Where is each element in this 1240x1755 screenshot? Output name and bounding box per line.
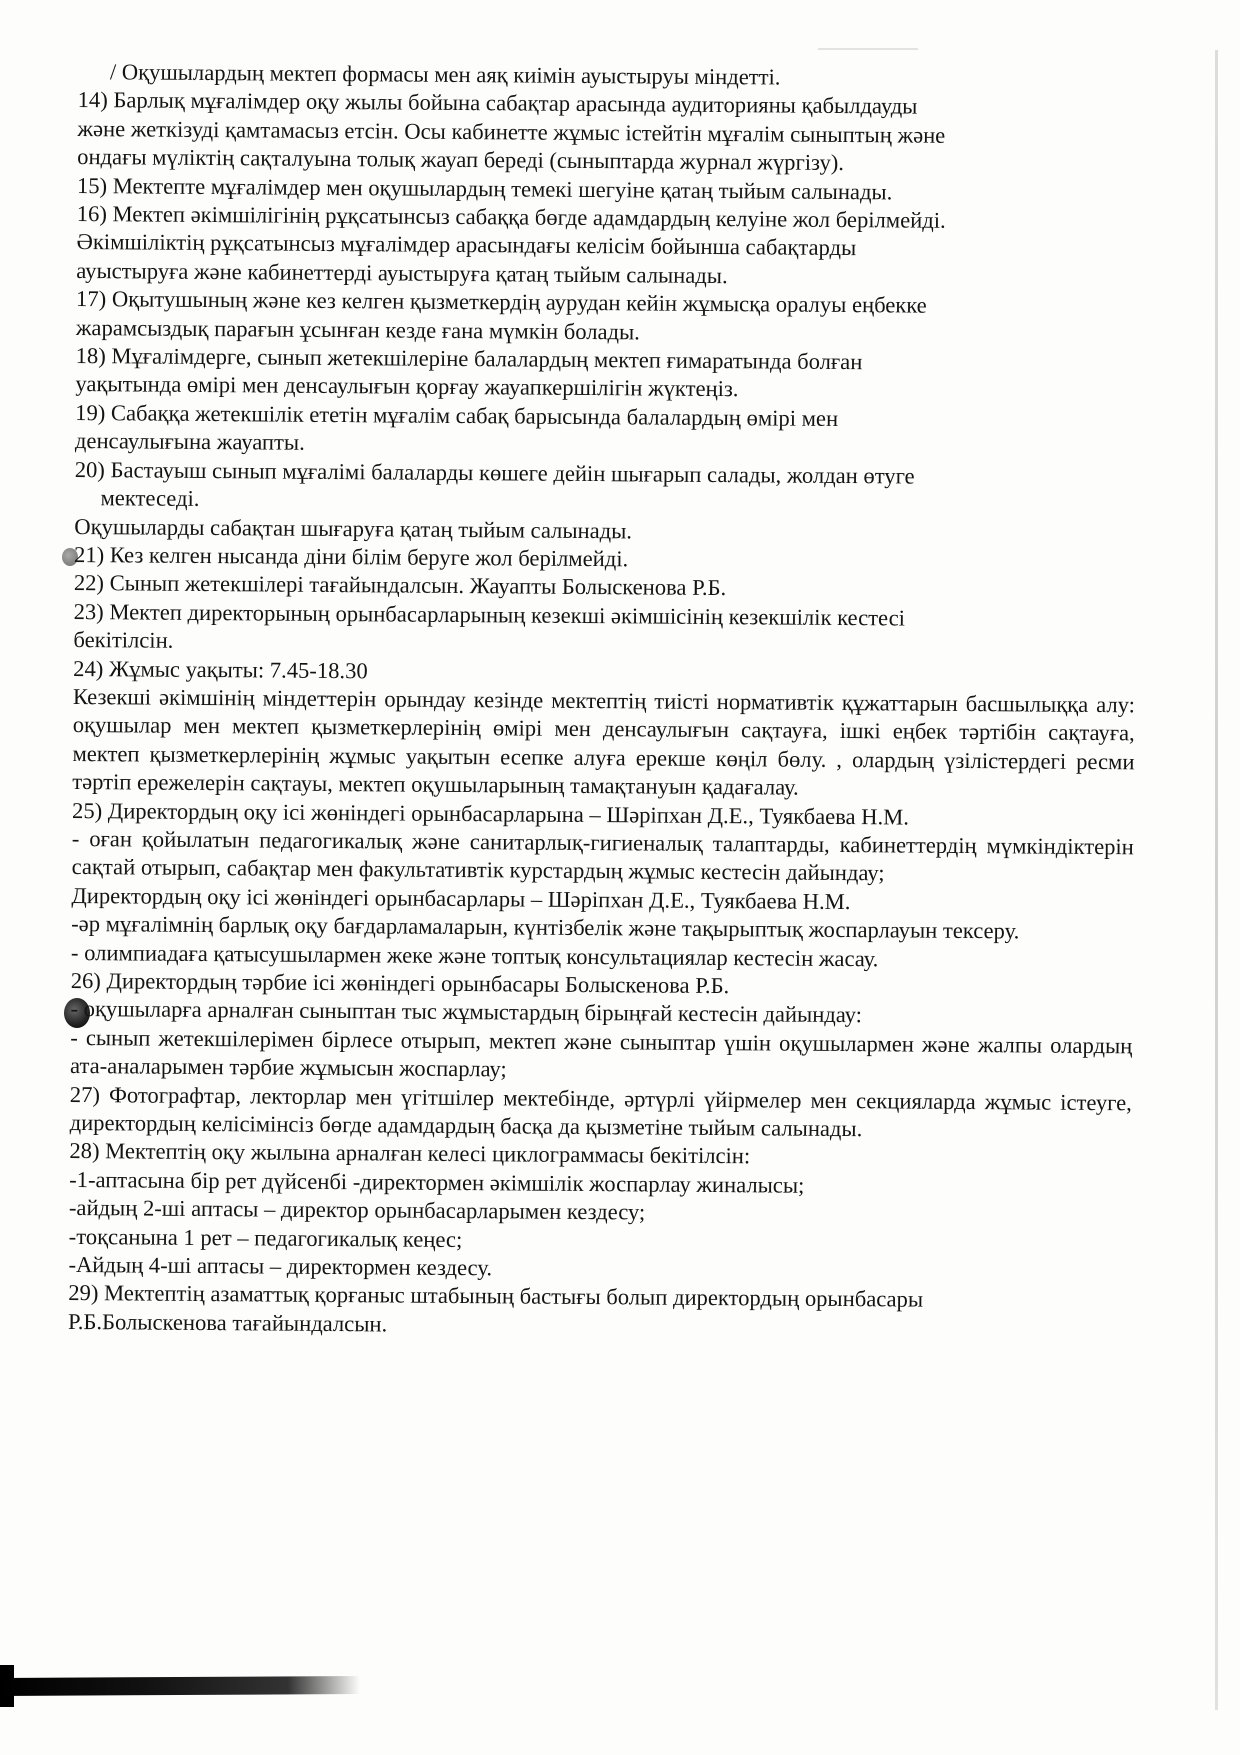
text-line: Әкімшіліктің рұқсатынсыз мұғалімдер арасындағы келісім бойынша сабақтарды — [76, 229, 857, 261]
scan-artifact-bottom-bar — [0, 1676, 360, 1696]
text-line: және жеткізуді қамтамасыз етсін. Осы кабинетте жұмыс істейтін мұғалім сыныптың және — [77, 115, 946, 148]
paragraph-duty-admin: Кезекші әкімшінің міндеттерін орындау кезінде мектептің тиісті нормативтік құжаттарын басшылыққа алу: оқушылар мен мектеп қызметкерлерінің өмірі мен денсаулығын сақтауға, ішкі еңбек тәртібін сақтауға, мектеп қызметкерлерінің жұмыс уақытын есепке алуға ерекше көңіл бөлу. , олардың үзілістердегі ресми тәртіп ережелерін сақтауы, мектеп оқушыларының тамақтануын қадағалау. — [72, 683, 1136, 800]
text-line: - оқушыларға арналған сыныптан тыс жұмыстардың бірыңғай кестесін дайындау: — [70, 996, 863, 1028]
text-line: -тоқсанына 1 рет – педагогикалық кеңес; — [68, 1223, 463, 1252]
scan-artifact-top — [818, 48, 918, 50]
text-line: 26) Директордың тәрбие ісі жөніндегі орынбасары Болыскенова Р.Б. — [70, 967, 730, 999]
text-line: жарамсыздық парағын ұсынған кезде ғана мүмкін болады. — [75, 314, 640, 345]
text-line: 20) Бастауыш сынып мұғалімі балаларды көшеге дейін шығарып салады, жолдан өтуге — [74, 456, 915, 489]
text-line: ауыстыруға және кабинеттерді ауыстыруға қатаң тыйым салынады. — [76, 257, 728, 288]
paragraph-educational-work: - сынып жетекшілерімен бірлесе отырып, мектеп және сыныптар үшін оқушылармен және жалпы олардың ата-аналарымен тәрбие жұмысын жоспарлау; — [69, 1024, 1133, 1082]
text-line: 14) Барлық мұғалімдер оқу жылы бойына сабақтар арасында аудиторияны қабылдауды — [77, 87, 918, 120]
paragraph-schedule: - оған қойылатын педагогикалық және санитарлық-гигиеналық талаптарды, кабинеттердің мүмкіндіктерін сақтай отырып, сабақтар мен факультативтік курстардың жұмыс кестесін дайындау; — [71, 825, 1134, 886]
text-line: 29) Мектептің азаматтық қорғаныс штабының бастығы болып директордың орынбасары — [68, 1280, 924, 1313]
paragraph-prohibition: 27) Фотографтар, лекторлар мен үгітшілер мектебінде, әртүрлі үйірмелер мен секцияларда жұмыс істеуге, директордың келісімінсіз бөгде адамдардың басқа да қызметіне тыйым салынады. — [69, 1081, 1132, 1142]
text-line: - олимпиадаға қатысушылармен жеке және топтық консультациялар кестесін жасау. — [70, 939, 879, 971]
scan-edge-shadow — [1215, 50, 1218, 1710]
text-line: -1-аптасына бір рет дүйсенбі -директормен әкімшілік жоспарлау жиналысы; — [69, 1166, 805, 1198]
text-line: 16) Мектеп әкімшілігінің рұқсатынсыз сабаққа бөгде адамдардың келуіне жол берілмейді. — [76, 201, 946, 233]
text-line: Директордың оқу ісі жөніндегі орынбасарлары – Шәріпхан Д.Е., Туякбаева Н.М. — [71, 882, 851, 914]
text-line: Оқушыларды сабақтан шығаруға қатаң тыйым салынады. — [74, 513, 633, 543]
text-line: 17) Оқытушының және кез келген қызметкердің аурудан кейін жұмысқа оралуы еңбекке — [76, 286, 927, 318]
text-line: 25) Директордың оқу ісі жөніндегі орынбасарларына – Шәріпхан Д.Е., Туякбаева Н.М. — [71, 797, 910, 830]
text-line: -Айдың 4-ші аптасы – директормен кездесу. — [68, 1252, 493, 1281]
text-line: 18) Мұғалімдерге, сынып жетекшілеріне балалардың мектеп ғимаратында болған — [75, 343, 863, 375]
text-line: 21) Кез келген нысанда діни білім беруге жол берілмейді. — [74, 541, 629, 572]
text-line: 15) Мектепте мұғалімдер мен оқушылардың темекі шегуіне қатаң тыйым салынады. — [76, 172, 893, 205]
text-line: / Оқушылардың мектеп формасы мен аяқ киімін ауыстыруы міндетті. — [109, 59, 781, 90]
text-line: уақытында өмірі мен денсаулығын қорғау жауапкершілігін жүктеңіз. — [75, 371, 739, 402]
text-line: бекітілсін. — [73, 627, 174, 653]
paragraph-curriculum-check: -әр мұғалімнің барлық оқу бағдарламаларын, күнтізбелік және тақырыптық жоспарлауын тексеру. — [71, 911, 1020, 944]
text-line: Р.Б.Болыскенова тағайындалсын. — [67, 1308, 388, 1337]
text-line: денсаулығына жауапты. — [74, 428, 305, 456]
text-line: 28) Мектептің оқу жылына арналған келесі циклограммасы бекітілсін: — [69, 1138, 751, 1169]
text-line: 24) Жұмыс уақыты: 7.45-18.30 — [73, 655, 368, 683]
text-line: -айдың 2-ші аптасы – директор орынбасарларымен кездесу; — [68, 1195, 646, 1225]
text-line: 19) Сабаққа жетекшілік ететін мұғалім сабақ барысында балалардың өмірі мен — [75, 399, 839, 431]
text-line: 22) Сынып жетекшілері тағайындалсын. Жауапты Болыскенова Р.Б. — [73, 570, 727, 601]
text-line: 23) Мектеп директорының орынбасарларының кезекші әкімшісінің кезекшілік кестесі — [73, 598, 906, 631]
document-body — [68, 58, 1140, 1345]
text-line: ондағы мүліктің сақталуына толық жауап береді (сыныптарда журнал жүргізу). — [77, 144, 845, 176]
text-line: мектеседі. — [100, 485, 200, 512]
